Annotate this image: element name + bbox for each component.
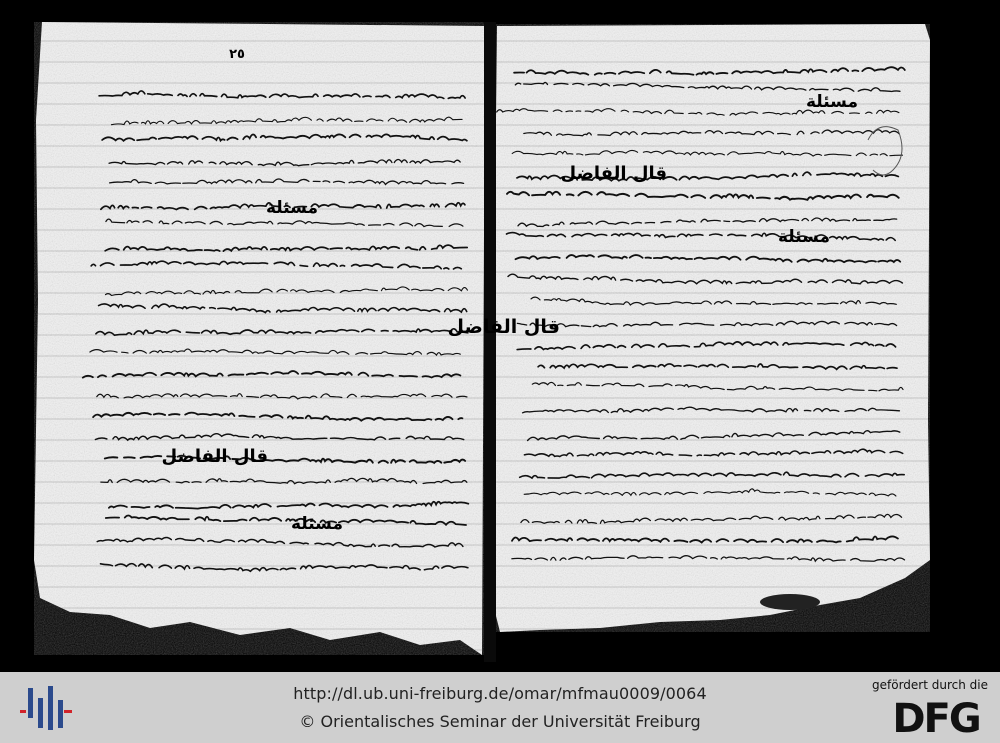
right-heading-2: قال الفاضل xyxy=(560,163,667,184)
left-page-marker: ٢٥ xyxy=(229,47,245,62)
funding-caption: gefördert durch die xyxy=(872,678,988,692)
right-heading-1: مسئلة xyxy=(805,92,858,112)
footer-bar xyxy=(0,672,1000,743)
left-heading-2: مسئلة xyxy=(290,514,343,534)
dfg-logo-icon xyxy=(886,696,986,736)
right-heading-3: مسئلة xyxy=(777,227,830,247)
source-url[interactable]: http://dl.ub.uni-freiburg.de/omar/mfmau0009/0064 xyxy=(293,684,707,703)
dfg-logo-text: DFG xyxy=(892,696,980,736)
left-heading-1: مسئلة xyxy=(265,198,318,218)
left-page xyxy=(34,22,485,655)
right-heading-4: قال الفاضل xyxy=(447,316,560,338)
left-heading-3: قال الفاضل xyxy=(161,446,268,467)
copyright-notice: © Orientalisches Seminar der Universität Freiburg xyxy=(299,712,701,731)
stain xyxy=(760,594,820,610)
